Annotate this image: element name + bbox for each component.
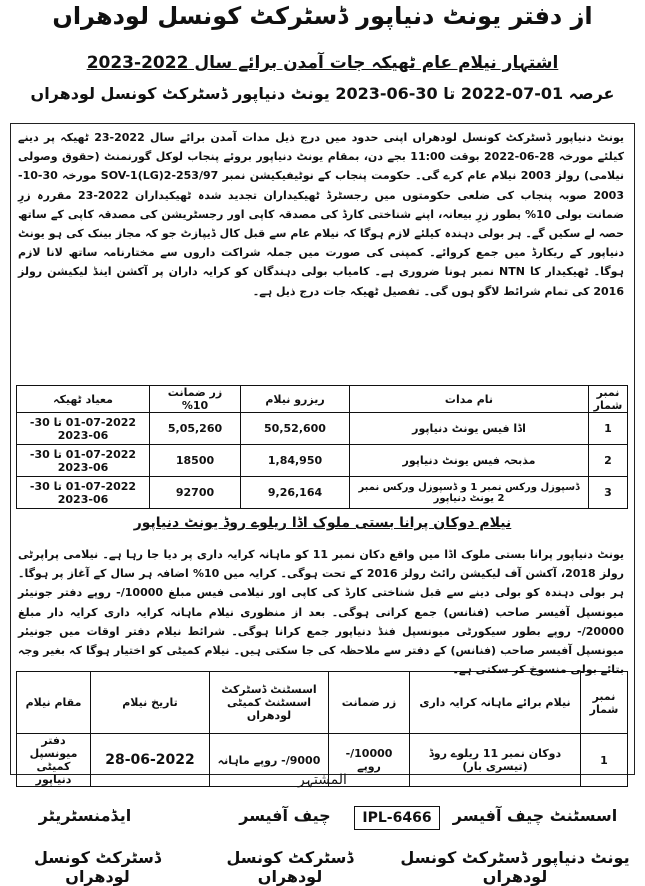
cell-serial: 1 bbox=[589, 413, 628, 445]
cell-reserve: 1,84,950 bbox=[241, 445, 350, 477]
col-header-security: زر ضمانت 10% bbox=[150, 386, 241, 413]
col-header-item: نیلام برائے ماہانہ کرایہ داری bbox=[410, 672, 581, 734]
intro-paragraph: یونٹ دنیاپور ڈسٹرکٹ کونسل لودھراں اپنی حدود میں درج ذیل مدات آمدن برائے سال 2022-23 ٹھیکہ پر دینے کیلئے مورخہ 28-06-2022 بوقت 11:00 بجے دن، بمقام یونٹ دنیاپور بروئے پنجاب لوکل گورنمنٹ (حقوق وصولی نیلامی) رولز 2003 نیلام عام کرے گی۔ حکومت پنجاب کے نوٹیفیکیشن نمبر SOV-1(LG)2-253/97 مورخہ 30-10-2003 صوبہ پنجاب کی ضلعی حکومتوں میں رجسٹرڈ ٹھیکیداران تجدید شدہ ٹھیکیداران 2022-23 مقررہ زرِ ضمانت بولی 10% بطور زرِ بیعانہ، اپنے شناختی کارڈ کی مصدقہ کاپی اور رجسٹریشن کی مصدقہ کاپی کے ساتھ حصہ لے سکیں گے۔ ہر بولی دہندہ کیلئے لازم ہوگا کہ نیلام عام سے قبل کال ڈیپازٹ جو کہ مجاز بینک کی ہو یونٹ دنیاپور کے ریکارڈ میں جمع کروائے۔ کمپنی کی صورت میں جملہ شراکت داروں سے مختارنامہ ساتھ لانا لازم ہوگا۔ ٹھیکیدار کا NTN نمبر ہونا ضروری ہے۔ کامیاب بولی دہندگان کو کرایہ داران پر آکشن اینڈ لیکیشن رولز 2016 کی تمام شرائط لاگو ہوں گی۔ تفصیل ٹھیکہ جات درج ذیل ہے۔ bbox=[18, 131, 624, 298]
table-row bbox=[17, 477, 628, 509]
col-header-date: تاریخ نیلام bbox=[91, 672, 210, 734]
cell-security: 10000/- روپے bbox=[329, 734, 410, 787]
cell-name: مذبحہ فیس یونٹ دنیاپور bbox=[350, 445, 589, 477]
table-row bbox=[17, 413, 628, 445]
signature-chief-officer-office: ڈسٹرکٹ کونسل لودھراں bbox=[226, 848, 354, 886]
cell-name: اڈا فیس یونٹ دنیاپور bbox=[350, 413, 589, 445]
cell-date: 28-06-2022 bbox=[91, 734, 210, 787]
shop-auction-table bbox=[16, 671, 628, 787]
signature-administrator-title: ایڈمنسٹریٹر bbox=[38, 806, 132, 825]
col-header-period: معیاد ٹھیکہ bbox=[17, 386, 150, 413]
cell-reserve: 9,26,164 bbox=[241, 477, 350, 509]
cell-monthly: 9000/- روپے ماہانہ bbox=[210, 734, 329, 787]
col-header-serial: نمبر شمار bbox=[589, 386, 628, 413]
ipl-number: IPL-6466 bbox=[354, 806, 440, 830]
cell-item: دوکان نمبر 11 ریلوے روڈ (تیسری بار) bbox=[410, 734, 581, 787]
cell-place: دفتر میونسپل کمیٹی دنیاپور bbox=[17, 734, 91, 787]
cell-security: 18500 bbox=[150, 445, 241, 477]
header-subtitle: اشتہار نیلام عام ٹھیکہ جات آمدن برائے سال 2022-2023 bbox=[86, 53, 559, 73]
col-header-security: زر ضمانت bbox=[329, 672, 410, 734]
contracts-header-row bbox=[17, 386, 628, 413]
col-header-reserve: ریزرو نیلام bbox=[241, 386, 350, 413]
section2-paragraph: یونٹ دنیاپور پرانا بستی ملوک اڈا میں واقع دکان نمبر 11 کو ماہانہ کرایہ داری پر دیا جا رہا ہے۔ نیلامی پراپرٹی رولز 2018، آکشن آف لیکیشن رائٹ رولز 2016 کے تحت ہوگی۔ کرایہ میں 10% اضافہ ہر سال کے آغاز پر ہوگا۔ ہر بولی دہندہ کو بولی دینے سے قبل شناختی کارڈ کی کاپی اور نیلامی فیس مبلغ 10000/- روپے دفتر جونیئر میونسپل آفیسر صاحب (فنانس) جمع کرانی ہوگی۔ بعد از منظوری نیلام ماہانہ کرایہ داری کرایہ دار مبلغ 20000/- روپے بطور سیکورٹی میونسپل فنڈ دنیاپور جمع کرانا ہوگی۔ شرائط نیلام دفتر اوقات میں جونیئر میونسپل آفیسر صاحب (فنانس) کے دفتر سے ملاحظہ کی جا سکتی ہیں۔ نیلام کمیٹی کو اختیار ہوگا کہ بغیر وجہ بتائے بولی منسوخ کر سکتی ہے۔ bbox=[18, 548, 625, 677]
signature-chief-officer-title: چیف آفیسر bbox=[239, 806, 331, 825]
header-title: از دفتر یونٹ دنیاپور ڈسٹرکٹ کونسل لودھراں bbox=[52, 2, 593, 30]
section2-heading: نیلام دوکان پرانا بستی ملوک اڈا ریلوے روڈ یونٹ دنیاپور bbox=[133, 515, 512, 531]
cell-serial: 2 bbox=[589, 445, 628, 477]
cell-period: 01-07-2022 تا 30-06-2023 bbox=[17, 445, 150, 477]
cell-serial: 1 bbox=[581, 734, 628, 787]
table-row bbox=[17, 445, 628, 477]
cell-period: 01-07-2022 تا 30-06-2023 bbox=[17, 413, 150, 445]
header-period: عرصہ 01-07-2022 تا 30-06-2023 یونٹ دنیاپور ڈسٹرکٹ کونسل لودھراں bbox=[30, 84, 615, 103]
signature-administrator-office: ڈسٹرکٹ کونسل لودھراں bbox=[33, 848, 162, 886]
signature-assistant-chief-officer-office: یونٹ دنیاپور ڈسٹرکٹ کونسل لودھراں bbox=[400, 848, 630, 886]
shop-header-row bbox=[17, 672, 628, 734]
cell-reserve: 50,52,600 bbox=[241, 413, 350, 445]
col-header-place: مقام نیلام bbox=[17, 672, 91, 734]
cell-serial: 3 bbox=[589, 477, 628, 509]
advertiser-label: المشتہر bbox=[298, 772, 347, 788]
cell-security: 92700 bbox=[150, 477, 241, 509]
cell-period: 01-07-2022 تا 30-06-2023 bbox=[17, 477, 150, 509]
cell-name: ڈسپوزل ورکس نمبر 1 و ڈسپوزل ورکس نمبر 2 یونٹ دنیاپور bbox=[350, 477, 589, 509]
col-header-committee: اسسٹنٹ ڈسٹرکٹ اسسٹنٹ کمیٹی لودھراں bbox=[210, 672, 329, 734]
signature-assistant-chief-officer-title: اسسٹنٹ چیف آفیسر bbox=[452, 806, 618, 825]
col-header-name: نام مدات bbox=[350, 386, 589, 413]
contracts-table bbox=[16, 385, 628, 509]
col-header-serial: نمبر شمار bbox=[581, 672, 628, 734]
cell-security: 5,05,260 bbox=[150, 413, 241, 445]
